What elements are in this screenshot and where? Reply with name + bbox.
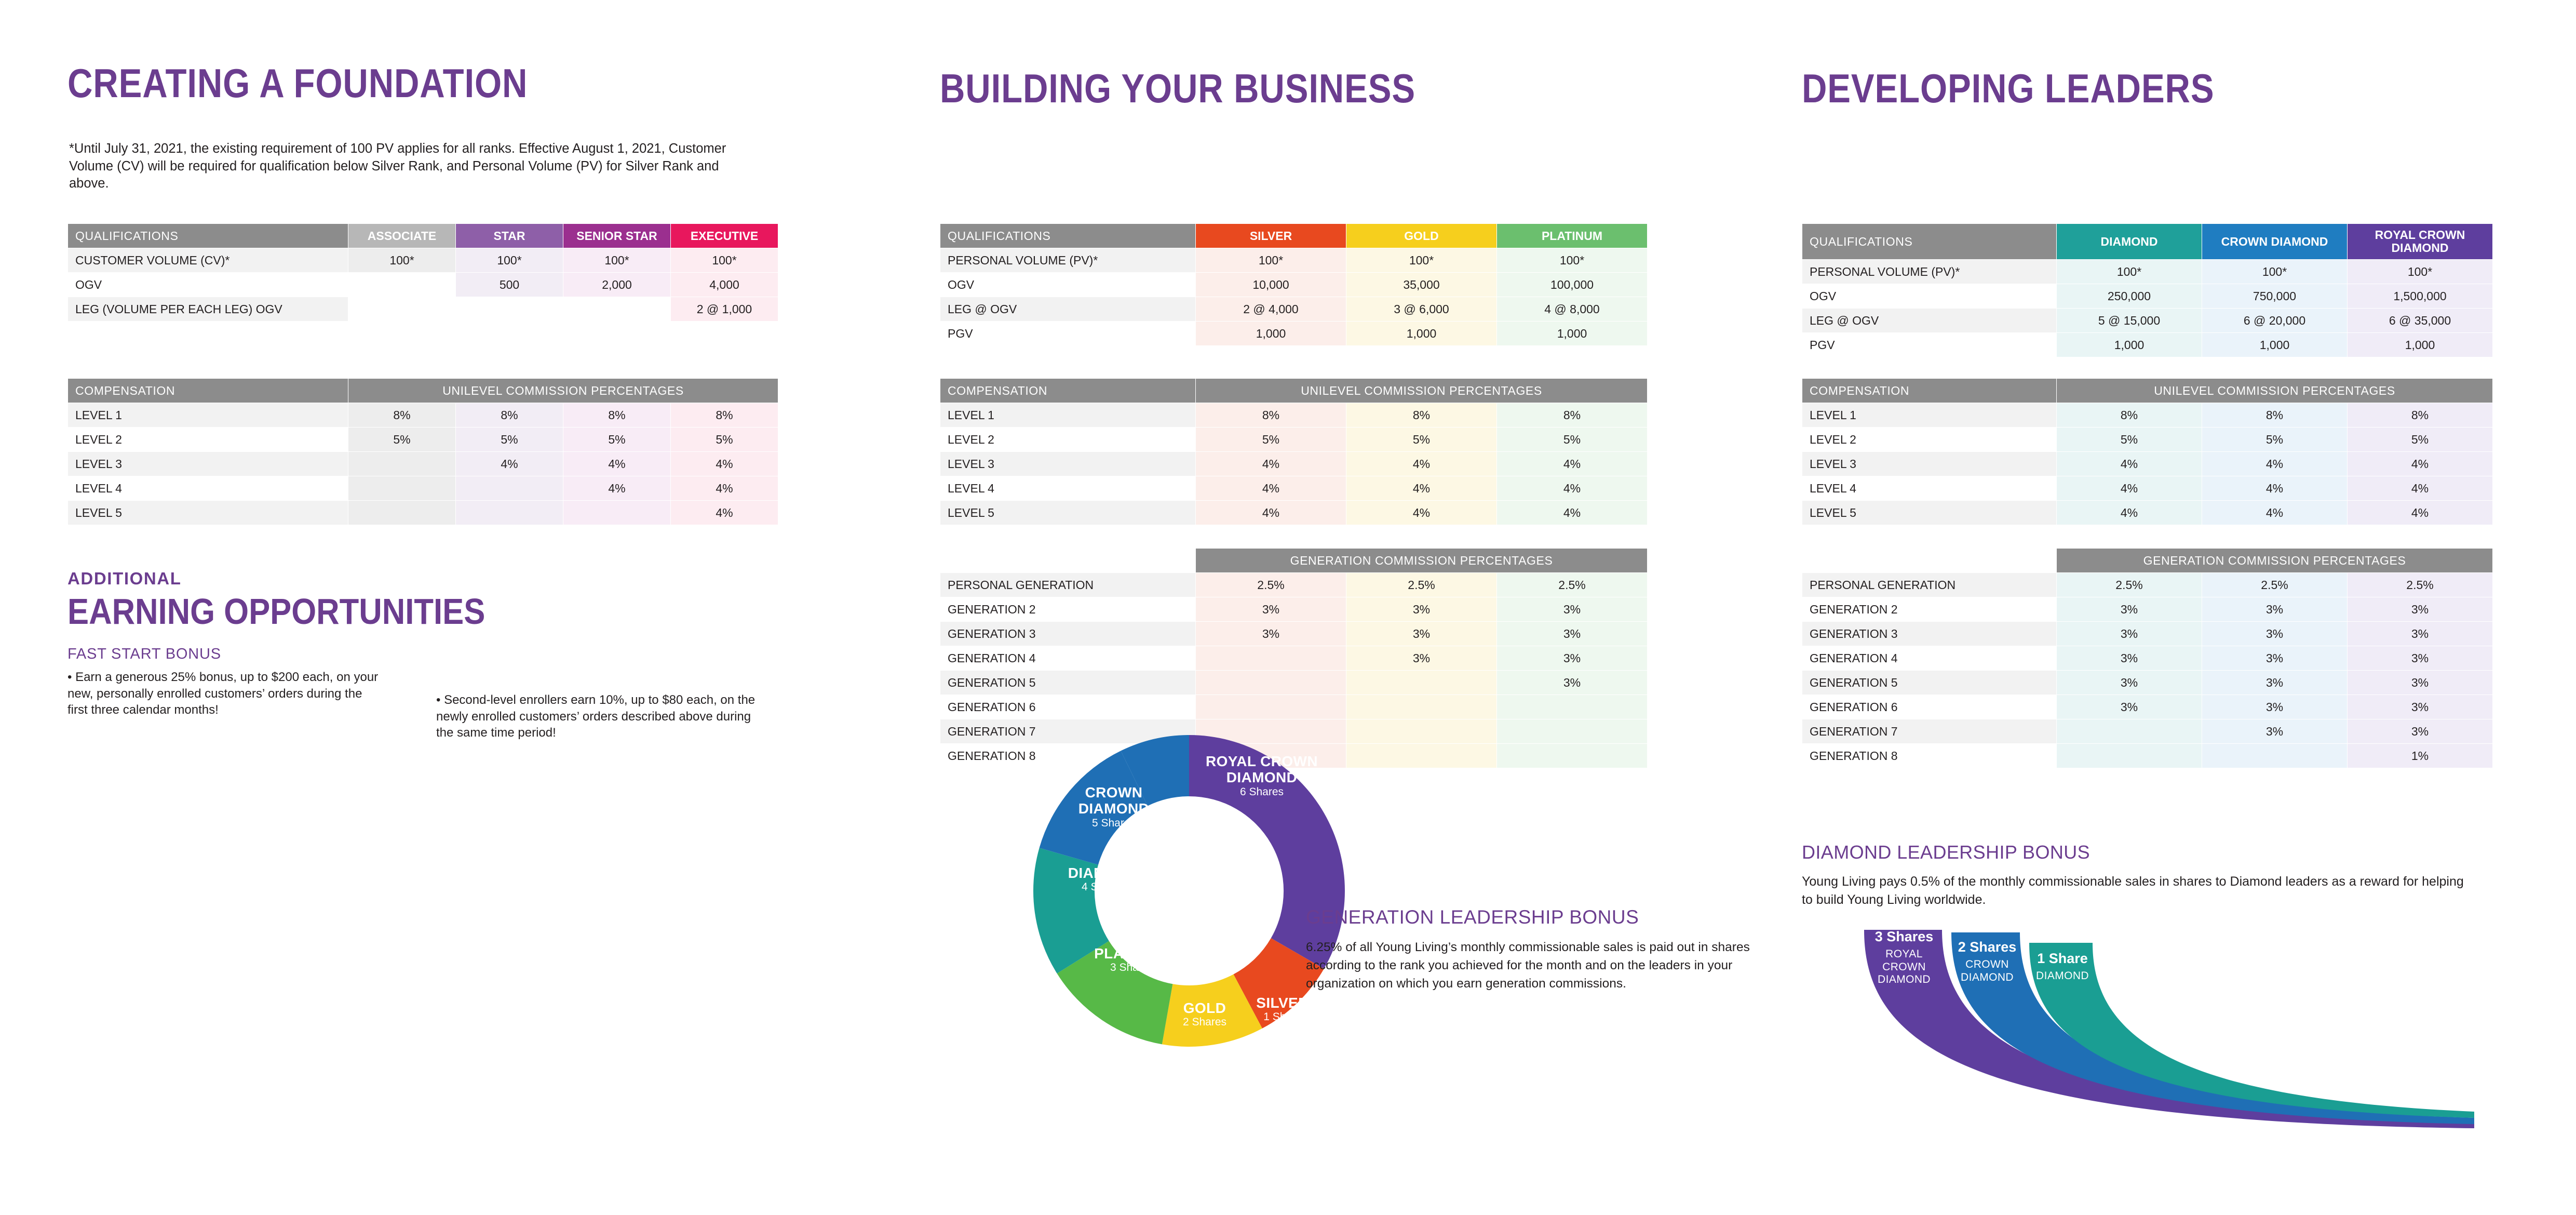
cell: 2.5% (2057, 573, 2202, 597)
cell: 5% (1196, 428, 1346, 452)
cell: 4% (1196, 501, 1346, 525)
table-row (68, 501, 778, 525)
cell: 100* (1497, 248, 1648, 273)
diamond-leadership-bonus (1802, 842, 2492, 909)
table-row (68, 452, 778, 476)
row-label: LEVEL 3 (1802, 452, 2057, 476)
cell: 100* (456, 248, 563, 273)
fast-start-bullet-left: • Earn a generous 25% bonus, up to $200 each, on your new, personally enrolled customers’ orders during the first three calendar months! (68, 670, 379, 717)
row-label: GENERATION 4 (940, 646, 1196, 671)
row-label: GENERATION 7 (940, 719, 1196, 744)
cell: 8% (2202, 403, 2348, 428)
table-row (1802, 622, 2493, 646)
row-label: GENERATION 5 (940, 671, 1196, 695)
cell: 3% (1497, 646, 1648, 671)
cell: 5% (2057, 428, 2202, 452)
cell: 8% (1497, 403, 1648, 428)
cell: 8% (671, 403, 778, 428)
col-crown-diamond: CROWN DIAMOND (2202, 224, 2348, 260)
cell: 5% (563, 428, 671, 452)
cell: 3% (2057, 671, 2202, 695)
cell: 4% (671, 452, 778, 476)
table-row (1802, 284, 2493, 309)
cell (456, 501, 563, 525)
cell: 8% (2057, 403, 2202, 428)
generation-leadership-bonus-text (1306, 906, 1773, 993)
cell (1346, 744, 1497, 768)
cell: 3% (1346, 646, 1497, 671)
col-qualifications: QUALIFICATIONS (940, 224, 1196, 248)
table-row (1802, 597, 2493, 622)
table-row (940, 622, 1648, 646)
table-header-row (940, 379, 1648, 403)
table-row (1802, 719, 2493, 744)
row-label: LEVEL 5 (1802, 501, 2057, 525)
table-header-row (68, 379, 778, 403)
cell: 100,000 (1497, 273, 1648, 297)
row-label: LEVEL 5 (68, 501, 348, 525)
additional-earning-opportunities (68, 569, 778, 741)
cell: 35,000 (1346, 273, 1497, 297)
row-label: GENERATION 8 (940, 744, 1196, 768)
cell: 100* (1196, 248, 1346, 273)
foundation-intro-note: *Until July 31, 2021, the existing requirement of 100 PV applies for all ranks. Effective August 1, 2021, Customer Volume (CV) will be required for qualification below Silver Rank, and Personal Volume (PV) for Silver Rank and above. (69, 141, 726, 191)
cell: 4% (1346, 501, 1497, 525)
table-header-row (1802, 549, 2493, 573)
cell: 3% (2348, 597, 2493, 622)
business-compensation-table (940, 378, 1648, 525)
cell: 250,000 (2057, 284, 2202, 309)
generation-leadership-bonus-body: 6.25% of all Young Living’s monthly commissionable sales is paid out in shares according to the rank you achieved for the month and on the leaders in your organization on which you earn generation commissions. (1306, 940, 1750, 991)
cell: 4% (456, 452, 563, 476)
table-row (68, 273, 778, 297)
cell: 4% (2057, 452, 2202, 476)
additional-title: EARNING OPPORTUNITIES (68, 591, 485, 632)
row-label: PERSONAL VOLUME (PV)* (1802, 260, 2057, 284)
diamond-leadership-bonus-title: DIAMOND LEADERSHIP BONUS (1802, 842, 2091, 863)
additional-kicker: ADDITIONAL (68, 569, 182, 588)
donut-label-silver: SILVER 1 Share (1256, 995, 1309, 1023)
table-row (1802, 428, 2493, 452)
cell: 4% (1497, 476, 1648, 501)
row-label: LEVEL 5 (940, 501, 1196, 525)
cell: 2.5% (2348, 573, 2493, 597)
cell: 2 @ 1,000 (671, 297, 778, 322)
col-qualifications: QUALIFICATIONS (68, 224, 348, 248)
table-row (940, 322, 1648, 346)
table-row (940, 273, 1648, 297)
col-unilevel-commission-percentages: UNILEVEL COMMISSION PERCENTAGES (348, 379, 778, 403)
table-row (1802, 671, 2493, 695)
cell: 3% (1196, 597, 1346, 622)
cell (348, 476, 456, 501)
cell: 3% (2202, 622, 2348, 646)
col-unilevel-commission-percentages: UNILEVEL COMMISSION PERCENTAGES (2057, 379, 2493, 403)
col-star: STAR (456, 224, 563, 248)
cell (348, 297, 456, 322)
cell (1346, 719, 1497, 744)
fast-start-bullet-right: • Second-level enrollers earn 10%, up to $80 each, on the newly enrolled customers’ orders described above during the same time period! (436, 693, 756, 740)
cell: 5% (456, 428, 563, 452)
cell: 4% (1497, 452, 1648, 476)
row-label: LEVEL 3 (68, 452, 348, 476)
cell: 5% (671, 428, 778, 452)
table-row (1802, 476, 2493, 501)
cell: 4% (671, 476, 778, 501)
cell: 3% (1346, 622, 1497, 646)
cell: 4% (1346, 452, 1497, 476)
cell: 4% (2348, 452, 2493, 476)
row-label: PERSONAL GENERATION (940, 573, 1196, 597)
col-spacer (1802, 549, 2057, 573)
cell: 3% (2348, 719, 2493, 744)
col-qualifications: QUALIFICATIONS (1802, 224, 2057, 260)
row-label: GENERATION 7 (1802, 719, 2057, 744)
table-row (940, 452, 1648, 476)
generation-leadership-bonus-title: GENERATION LEADERSHIP BONUS (1306, 906, 1639, 928)
row-label: PERSONAL GENERATION (1802, 573, 2057, 597)
business-qualifications-table (940, 223, 1648, 346)
row-label: LEVEL 1 (1802, 403, 2057, 428)
row-label: LEVEL 2 (68, 428, 348, 452)
fast-start-bonus-subhead: FAST START BONUS (68, 646, 221, 662)
cell (456, 476, 563, 501)
table-row (1802, 452, 2493, 476)
leaders-compensation-table (1802, 378, 2493, 525)
col-associate: ASSOCIATE (348, 224, 456, 248)
row-label: GENERATION 4 (1802, 646, 2057, 671)
cell: 4% (1497, 501, 1648, 525)
page-title-foundation: CREATING A FOUNDATION (68, 60, 528, 106)
cell: 4% (1346, 476, 1497, 501)
col-compensation: COMPENSATION (68, 379, 348, 403)
col-senior-star: SENIOR STAR (563, 224, 671, 248)
col-silver: SILVER (1196, 224, 1346, 248)
row-label: LEVEL 3 (940, 452, 1196, 476)
table-row (940, 671, 1648, 695)
diamond-leadership-bonus-body: Young Living pays 0.5% of the monthly commissionable sales in shares to Diamond leaders as a reward for helping to build Young Living worldwide. (1802, 874, 2464, 907)
cell: 5% (1497, 428, 1648, 452)
col-gold: GOLD (1346, 224, 1497, 248)
donut-label-diamond: DIAMOND 4 Shares (1068, 865, 1139, 893)
cell: 8% (1196, 403, 1346, 428)
generation-leadership-donut (1028, 712, 1350, 1054)
cell: 3% (2348, 646, 2493, 671)
row-label: LEVEL 1 (940, 403, 1196, 428)
row-label: GENERATION 2 (1802, 597, 2057, 622)
table-row (940, 476, 1648, 501)
cell (2057, 744, 2202, 768)
cell: 3% (2348, 695, 2493, 719)
cell (348, 501, 456, 525)
cell: 100* (348, 248, 456, 273)
cell: 100* (2202, 260, 2348, 284)
row-label: LEVEL 2 (940, 428, 1196, 452)
cell: 100* (563, 248, 671, 273)
row-label: LEVEL 1 (68, 403, 348, 428)
col-diamond: DIAMOND (2057, 224, 2202, 260)
table-row (1802, 573, 2493, 597)
row-label: LEVEL 4 (1802, 476, 2057, 501)
leaders-qualifications-table (1802, 223, 2493, 357)
cell: 3% (2057, 646, 2202, 671)
col-executive: EXECUTIVE (671, 224, 778, 248)
table-row (1802, 333, 2493, 357)
col-spacer (940, 549, 1196, 573)
row-label: LEVEL 4 (68, 476, 348, 501)
cell: 3% (2348, 671, 2493, 695)
row-label: GENERATION 3 (1802, 622, 2057, 646)
cell: 2,000 (563, 273, 671, 297)
cell (348, 452, 456, 476)
row-label: GENERATION 3 (940, 622, 1196, 646)
cell: 4% (563, 476, 671, 501)
table-header-row (1802, 379, 2493, 403)
donut-label-platinum: PLATINUM 3 Shares (1094, 945, 1170, 974)
cell (1497, 695, 1648, 719)
table-row (68, 297, 778, 322)
table-header-row (940, 224, 1648, 248)
table-row (1802, 646, 2493, 671)
table-row (1802, 309, 2493, 333)
donut-label-crown-diamond: CROWN DIAMOND 5 Shares (1078, 784, 1150, 829)
table-row (940, 573, 1648, 597)
cell: 1,000 (2348, 333, 2493, 357)
cell (563, 297, 671, 322)
page-title-leaders: DEVELOPING LEADERS (1802, 65, 2215, 111)
cell: 8% (456, 403, 563, 428)
table-row (940, 428, 1648, 452)
row-label: GENERATION 8 (1802, 744, 2057, 768)
row-label: LEVEL 2 (1802, 428, 2057, 452)
cell (456, 297, 563, 322)
foundation-compensation-table (68, 378, 778, 525)
row-label: PGV (940, 322, 1196, 346)
cell (1346, 671, 1497, 695)
row-label: OGV (1802, 284, 2057, 309)
cell: 3% (2057, 622, 2202, 646)
row-label: LEVEL 4 (940, 476, 1196, 501)
cell (1196, 646, 1346, 671)
cell (348, 273, 456, 297)
donut-label-royal-crown-diamond: ROYAL CROWN DIAMOND 6 Shares (1206, 753, 1318, 798)
cell: 1,000 (2202, 333, 2348, 357)
table-row (940, 297, 1648, 322)
cell: 4 @ 8,000 (1497, 297, 1648, 322)
cell: 3% (2202, 719, 2348, 744)
cell: 10,000 (1196, 273, 1346, 297)
cell: 8% (563, 403, 671, 428)
table-header-row (68, 224, 778, 248)
table-row (940, 501, 1648, 525)
cell: 2.5% (1497, 573, 1648, 597)
cell: 100* (671, 248, 778, 273)
swoosh-crown-diamond (1951, 932, 2474, 1124)
table-row (1802, 744, 2493, 768)
cell: 4% (1196, 476, 1346, 501)
col-compensation: COMPENSATION (940, 379, 1196, 403)
cell: 3% (2202, 671, 2348, 695)
row-label: OGV (68, 273, 348, 297)
col-generation-commission-percentages: GENERATION COMMISSION PERCENTAGES (1196, 549, 1648, 573)
foundation-qualifications-table (68, 223, 778, 322)
cell: 4% (2057, 501, 2202, 525)
cell: 3% (1497, 622, 1648, 646)
cell: 3% (2202, 695, 2348, 719)
table-row (940, 646, 1648, 671)
table-row (940, 403, 1648, 428)
row-label: GENERATION 6 (940, 695, 1196, 719)
row-label: GENERATION 6 (1802, 695, 2057, 719)
page-title-business: BUILDING YOUR BUSINESS (940, 65, 1415, 111)
row-label: PGV (1802, 333, 2057, 357)
cell: 3% (2057, 695, 2202, 719)
cell: 100* (1346, 248, 1497, 273)
cell: 4% (671, 501, 778, 525)
table-row (940, 597, 1648, 622)
cell: 750,000 (2202, 284, 2348, 309)
cell: 6 @ 20,000 (2202, 309, 2348, 333)
cell: 4% (2348, 476, 2493, 501)
cell: 1% (2348, 744, 2493, 768)
diamond-leadership-swoosh (1864, 914, 2477, 1148)
table-header-row (940, 549, 1648, 573)
cell: 100* (2348, 260, 2493, 284)
row-label: LEG @ OGV (940, 297, 1196, 322)
row-label: GENERATION 5 (1802, 671, 2057, 695)
cell: 5% (2202, 428, 2348, 452)
cell: 2.5% (2202, 573, 2348, 597)
row-label: LEG @ OGV (1802, 309, 2057, 333)
row-label: LEG (VOLUME PER EACH LEG) OGV (68, 297, 348, 322)
cell: 5% (2348, 428, 2493, 452)
leaders-generation-table (1802, 548, 2493, 768)
cell: 3% (1196, 622, 1346, 646)
cell: 5% (1346, 428, 1497, 452)
cell: 4% (1196, 452, 1346, 476)
cell: 1,000 (1346, 322, 1497, 346)
cell: 2 @ 4,000 (1196, 297, 1346, 322)
cell: 3% (1497, 671, 1648, 695)
table-row (68, 248, 778, 273)
cell: 100* (2057, 260, 2202, 284)
table-header-row (1802, 224, 2493, 260)
cell: 2.5% (1346, 573, 1497, 597)
cell (2202, 744, 2348, 768)
cell: 1,000 (1497, 322, 1648, 346)
cell: 1,500,000 (2348, 284, 2493, 309)
cell: 3% (2348, 622, 2493, 646)
swoosh-label-royal-crown-diamond: 3 Shares ROYAL CROWN DIAMOND (1874, 929, 1934, 986)
cell: 4,000 (671, 273, 778, 297)
cell: 3% (2202, 597, 2348, 622)
table-row (1802, 403, 2493, 428)
cell: 500 (456, 273, 563, 297)
table-row (940, 248, 1648, 273)
col-royal-crown-diamond: ROYAL CROWN DIAMOND (2348, 224, 2493, 260)
cell (563, 501, 671, 525)
col-generation-commission-percentages: GENERATION COMMISSION PERCENTAGES (2057, 549, 2493, 573)
cell: 4% (2057, 476, 2202, 501)
table-row (1802, 260, 2493, 284)
table-row (68, 476, 778, 501)
cell: 8% (1346, 403, 1497, 428)
cell: 3% (1346, 597, 1497, 622)
cell: 8% (2348, 403, 2493, 428)
cell (1497, 744, 1648, 768)
row-label: OGV (940, 273, 1196, 297)
cell: 5 @ 15,000 (2057, 309, 2202, 333)
cell: 3% (1497, 597, 1648, 622)
cell: 2.5% (1196, 573, 1346, 597)
cell: 1,000 (2057, 333, 2202, 357)
cell: 8% (348, 403, 456, 428)
table-row (1802, 501, 2493, 525)
row-label: CUSTOMER VOLUME (CV)* (68, 248, 348, 273)
cell: 6 @ 35,000 (2348, 309, 2493, 333)
swoosh-label-crown-diamond: 2 Shares CROWN DIAMOND (1958, 939, 2017, 983)
cell: 4% (2348, 501, 2493, 525)
table-row (68, 403, 778, 428)
cell (2057, 719, 2202, 744)
cell: 3% (2202, 646, 2348, 671)
cell: 1,000 (1196, 322, 1346, 346)
cell (1346, 695, 1497, 719)
cell: 4% (563, 452, 671, 476)
swoosh-label-diamond: 1 Share DIAMOND (2036, 951, 2089, 982)
col-platinum: PLATINUM (1497, 224, 1648, 248)
cell (1196, 671, 1346, 695)
col-compensation: COMPENSATION (1802, 379, 2057, 403)
col-unilevel-commission-percentages: UNILEVEL COMMISSION PERCENTAGES (1196, 379, 1648, 403)
table-row (68, 428, 778, 452)
donut-label-gold: GOLD 2 Shares (1182, 1000, 1227, 1029)
row-label: PERSONAL VOLUME (PV)* (940, 248, 1196, 273)
cell: 3 @ 6,000 (1346, 297, 1497, 322)
cell (1497, 719, 1648, 744)
table-row (1802, 695, 2493, 719)
cell: 4% (2202, 452, 2348, 476)
row-label: GENERATION 2 (940, 597, 1196, 622)
cell: 4% (2202, 501, 2348, 525)
cell: 5% (348, 428, 456, 452)
cell: 4% (2202, 476, 2348, 501)
cell: 3% (2057, 597, 2202, 622)
